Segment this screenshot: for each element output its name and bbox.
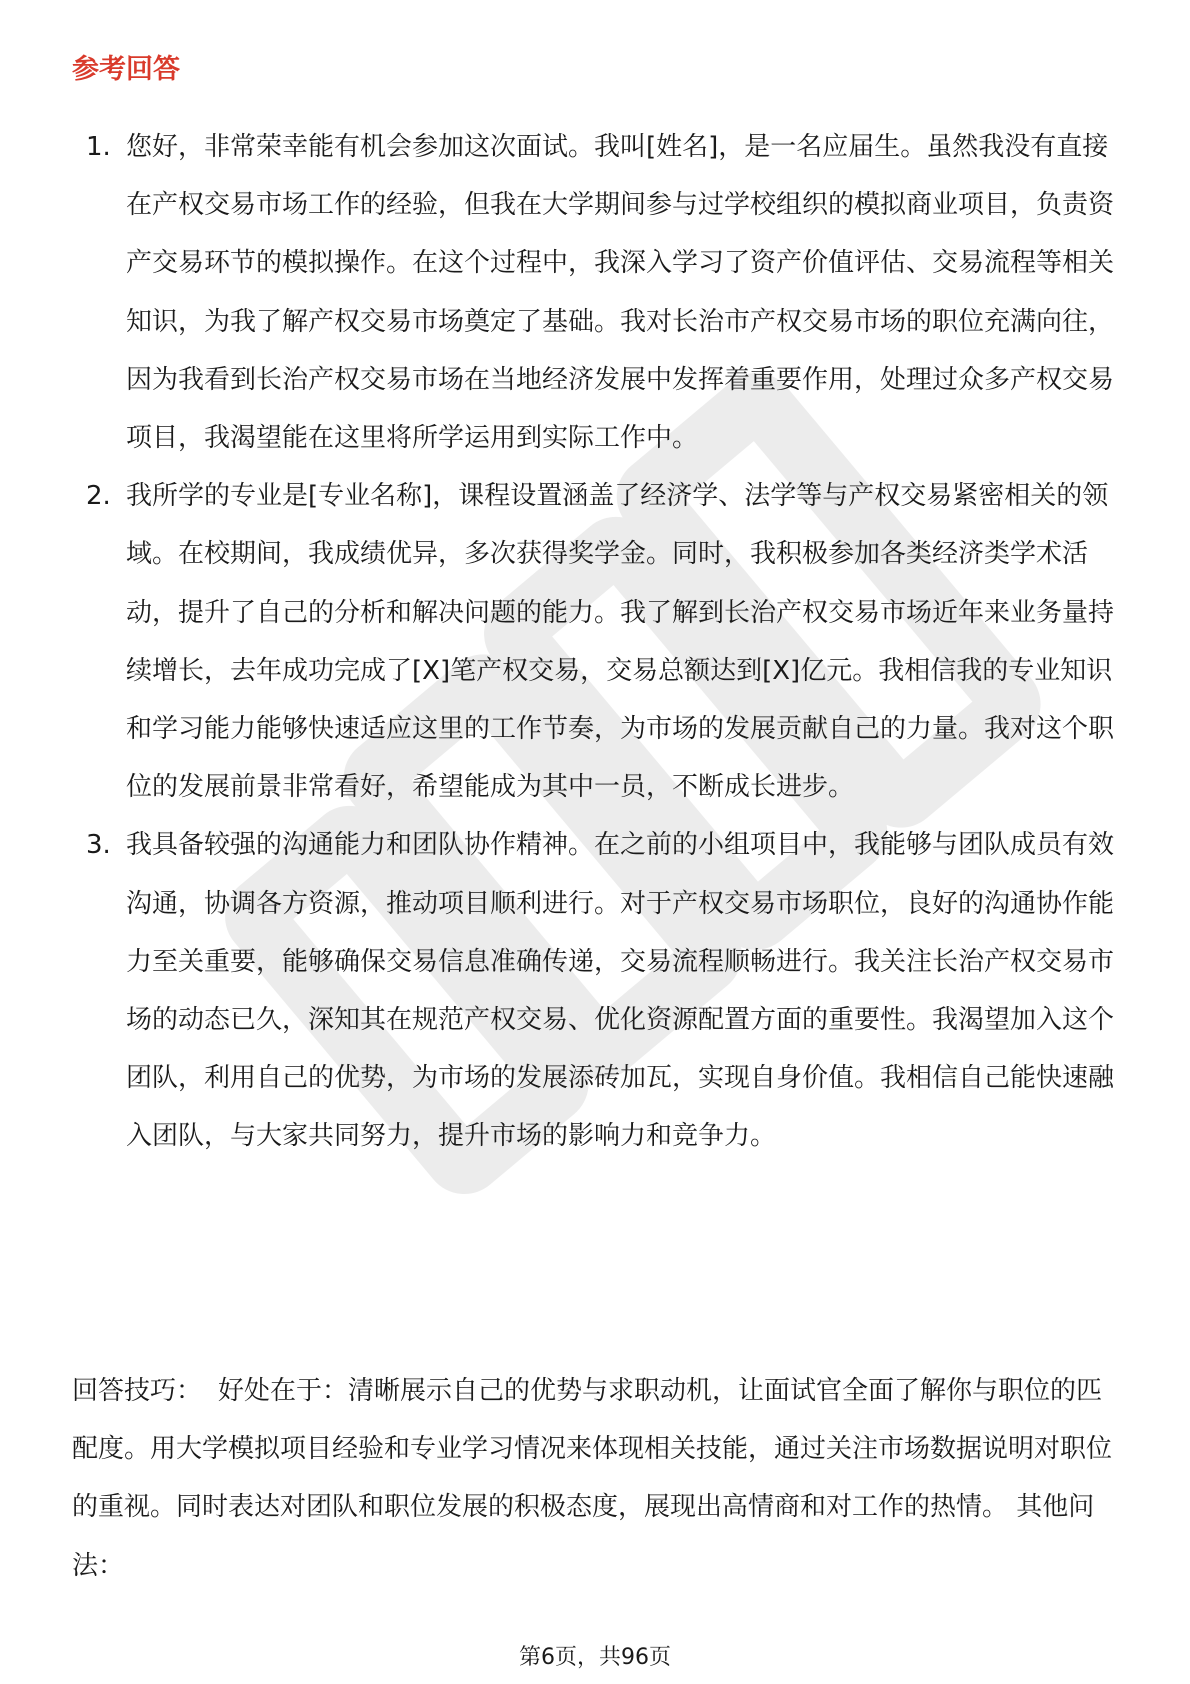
answer-tips	[72, 1362, 1122, 1595]
answer-list	[72, 118, 1122, 1166]
list-item-text: 我所学的专业是[专业名称]，课程设置涵盖了经济学、法学等与产权交易紧密相关的领域。在校期间，我成绩优异，多次获得奖学金。同时，我积极参加各类经济类学术活动，提升了自己的分析和解决问题的能力。我了解到长治产权交易市场近年来业务量持续增长，去年成功完成了[X]笔产权交易，交易总额达到[X]亿元。我相信我的专业知识和学习能力能够快速适应这里的工作节奏，为市场的发展贡献自己的力量。我对这个职位的发展前景非常看好，希望能成为其中一员，不断成长进步。	[126, 481, 1115, 803]
page-number: 第6页，共96页	[519, 1645, 671, 1670]
section-heading: 参考回答	[72, 54, 180, 85]
list-item-number: 1.	[86, 132, 111, 162]
tips-text: 好处在于：清晰展示自己的优势与求职动机，让面试官全面了解你与职位的匹配度。用大学模拟项目经验和专业学习情况来体现相关技能，通过关注市场数据说明对职位的重视。同时表达对团队和职位发展的积极态度，展现出高情商和对工作的热情。 其他问法：	[72, 1376, 1113, 1581]
list-item	[72, 816, 1122, 1165]
list-item-number: 2.	[86, 481, 111, 512]
list-item	[72, 118, 1122, 467]
list-item	[72, 467, 1122, 816]
list-item-number: 3.	[86, 830, 111, 861]
tips-label: 回答技巧：	[72, 1376, 203, 1406]
list-item-text: 您好，非常荣幸能有机会参加这次面试。我叫[姓名]，是一名应届生。虽然我没有直接在产权交易市场工作的经验，但我在大学期间参与过学校组织的模拟商业项目，负责资产交易环节的模拟操作。在这个过程中，我深入学习了资产价值评估、交易流程等相关知识，为我了解产权交易市场奠定了基础。我对长治市产权交易市场的职位充满向往，因为我看到长治产权交易市场在当地经济发展中发挥着重要作用，处理过众多产权交易项目，我渴望能在这里将所学运用到实际工作中。	[126, 132, 1115, 454]
list-item-text: 我具备较强的沟通能力和团队协作精神。在之前的小组项目中，我能够与团队成员有效沟通，协调各方资源，推动项目顺利进行。对于产权交易市场职位，良好的沟通协作能力至关重要，能够确保交易信息准确传递，交易流程顺畅进行。我关注长治产权交易市场的动态已久，深知其在规范产权交易、优化资源配置方面的重要性。我渴望加入这个团队，利用自己的优势，为市场的发展添砖加瓦，实现自身价值。我相信自己能快速融入团队，与大家共同努力，提升市场的影响力和竞争力。	[126, 830, 1115, 1152]
